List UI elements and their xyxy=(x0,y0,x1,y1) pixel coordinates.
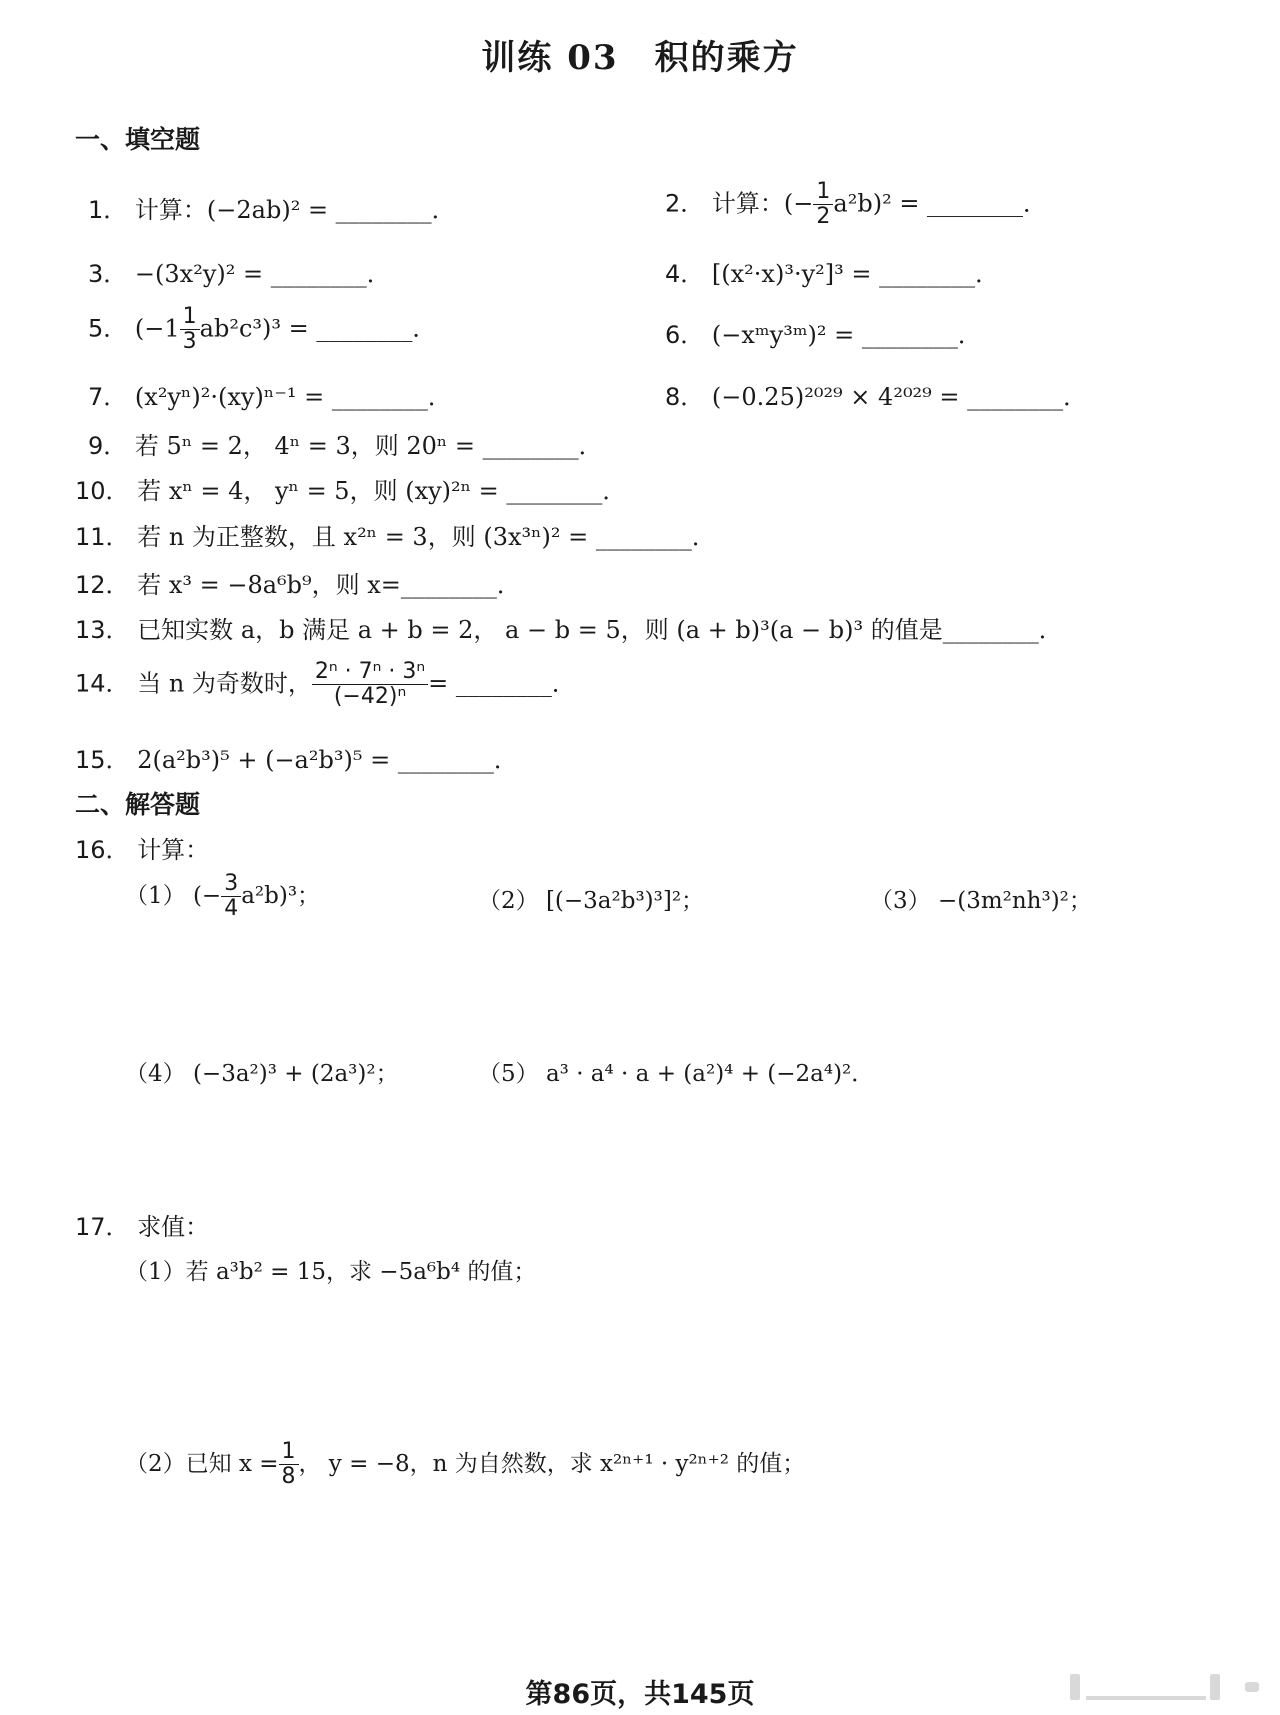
fraction xyxy=(813,180,833,229)
fraction xyxy=(180,305,200,354)
fraction xyxy=(312,660,428,709)
question-text-post: ， y = −8，n 为自然数，求 x²ⁿ⁺¹ · y²ⁿ⁺² 的值； xyxy=(298,1451,806,1478)
section-answer: 二、解答题 xyxy=(75,790,201,819)
question-12 xyxy=(75,565,521,600)
fraction-numerator: 1 xyxy=(180,305,200,330)
page-title: 训练 03 积的乘方 xyxy=(481,38,799,78)
fraction xyxy=(221,872,241,921)
question-16-4 xyxy=(125,1055,399,1088)
question-text-pre: 当 n 为奇数时， xyxy=(137,669,312,698)
question-number: 16． xyxy=(75,836,130,864)
question-5 xyxy=(88,305,436,354)
question-text: 若 xⁿ = 4， yⁿ = 5，则 (xy)²ⁿ = ________． xyxy=(137,477,627,505)
question-number: 11． xyxy=(75,523,130,551)
question-text-post: a²b)³； xyxy=(241,883,321,910)
question-17 xyxy=(75,1207,209,1242)
fraction-denominator: 2 xyxy=(816,204,831,230)
question-text: 2(a²b³)⁵ + (−a²b³)⁵ = ________． xyxy=(137,746,518,774)
question-text: （1）若 a³b² = 15，求 −5a⁶b⁴ 的值； xyxy=(125,1259,537,1285)
question-10 xyxy=(75,471,626,506)
question-2 xyxy=(665,180,1047,229)
question-6 xyxy=(665,315,982,350)
question-4 xyxy=(665,254,999,289)
question-text-pre: 计算：(− xyxy=(711,189,814,218)
question-number: 3． xyxy=(88,260,128,288)
question-text: 计算：(−2ab)² = ________． xyxy=(134,196,456,224)
fraction-numerator: 1 xyxy=(813,180,833,205)
question-text-post: ab²c³)³ = ________． xyxy=(199,314,437,343)
question-number: 10． xyxy=(75,477,130,505)
question-text: 若 n 为正整数，且 x²ⁿ = 3，则 (3x³ⁿ)² = ________． xyxy=(137,523,716,551)
fraction-numerator: 2ⁿ · 7ⁿ · 3ⁿ xyxy=(312,660,428,685)
question-number: 17． xyxy=(75,1213,130,1241)
question-16-5 xyxy=(478,1055,874,1088)
question-text-pre: （2）已知 x = xyxy=(125,1451,279,1478)
question-number: 1． xyxy=(88,196,128,224)
question-text-post: = ________． xyxy=(428,669,576,698)
question-text: (x²yⁿ)²·(xy)ⁿ⁻¹ = ________． xyxy=(134,383,452,411)
page-footer: 第86页，共145页 xyxy=(525,1679,755,1710)
question-1 xyxy=(88,190,456,225)
question-number: 15． xyxy=(75,746,130,774)
question-text: (−xᵐy³ᵐ)² = ________． xyxy=(711,321,982,349)
question-text: （4） (−3a²)³ + (2a³)²； xyxy=(125,1061,399,1087)
fraction-denominator: (−42)ⁿ xyxy=(333,684,407,710)
question-number: 14． xyxy=(75,669,130,698)
question-8 xyxy=(665,377,1087,412)
question-text: 计算： xyxy=(137,836,210,864)
fraction-numerator: 1 xyxy=(279,1440,299,1465)
question-number: 9． xyxy=(88,432,128,460)
question-text: 若 x³ = −8a⁶b⁹，则 x=________． xyxy=(137,571,521,599)
question-number: 8． xyxy=(665,383,705,411)
question-text: 已知实数 a，b 满足 a + b = 2， a − b = 5，则 (a + b)³(a − b)³ 的值是________． xyxy=(137,616,1063,644)
question-text: （5） a³ · a⁴ · a + (a²)⁴ + (−2a⁴)²． xyxy=(478,1061,875,1087)
question-number: 2． xyxy=(665,189,705,218)
question-3 xyxy=(88,254,391,289)
question-text-pre: (−1 xyxy=(134,314,180,343)
question-text: （2） [(−3a²b³)³]²； xyxy=(478,888,705,914)
question-16-3 xyxy=(870,882,1092,915)
question-13 xyxy=(75,610,1063,645)
question-16-2 xyxy=(478,882,704,915)
fraction-denominator: 3 xyxy=(182,329,197,355)
question-text: −(3x²y)² = ________． xyxy=(134,260,391,288)
question-7 xyxy=(88,377,452,412)
section-fill-blank: 一、填空题 xyxy=(75,125,201,154)
fraction-denominator: 4 xyxy=(224,896,239,922)
question-16 xyxy=(75,830,209,865)
question-text: 若 5ⁿ = 2， 4ⁿ = 3，则 20ⁿ = ________． xyxy=(134,432,603,460)
question-17-2 xyxy=(125,1440,805,1489)
question-16-1 xyxy=(125,872,320,921)
fraction-denominator: 8 xyxy=(281,1464,296,1490)
question-17-1 xyxy=(125,1253,536,1286)
question-14 xyxy=(75,660,576,709)
question-number: 5． xyxy=(88,314,128,343)
question-text-post: a²b)² = ________． xyxy=(833,189,1048,218)
question-text: [(x²·x)³·y²]³ = ________． xyxy=(711,260,1000,288)
question-number: 6． xyxy=(665,321,705,349)
question-number: 12． xyxy=(75,571,130,599)
fraction xyxy=(279,1440,299,1489)
question-text: 求值： xyxy=(137,1213,210,1241)
question-text: (−0.25)²⁰²⁹ × 4²⁰²⁹ = ________． xyxy=(711,383,1088,411)
question-number: 13． xyxy=(75,616,130,644)
question-text-pre: （1） (− xyxy=(125,883,222,910)
question-9 xyxy=(88,426,603,461)
corner-mark-icon xyxy=(1070,1668,1270,1704)
fraction-numerator: 3 xyxy=(221,872,241,897)
question-15 xyxy=(75,740,518,775)
question-number: 7． xyxy=(88,383,128,411)
question-text: （3） −(3m²nh³)²； xyxy=(870,888,1092,914)
question-11 xyxy=(75,517,716,552)
question-number: 4． xyxy=(665,260,705,288)
